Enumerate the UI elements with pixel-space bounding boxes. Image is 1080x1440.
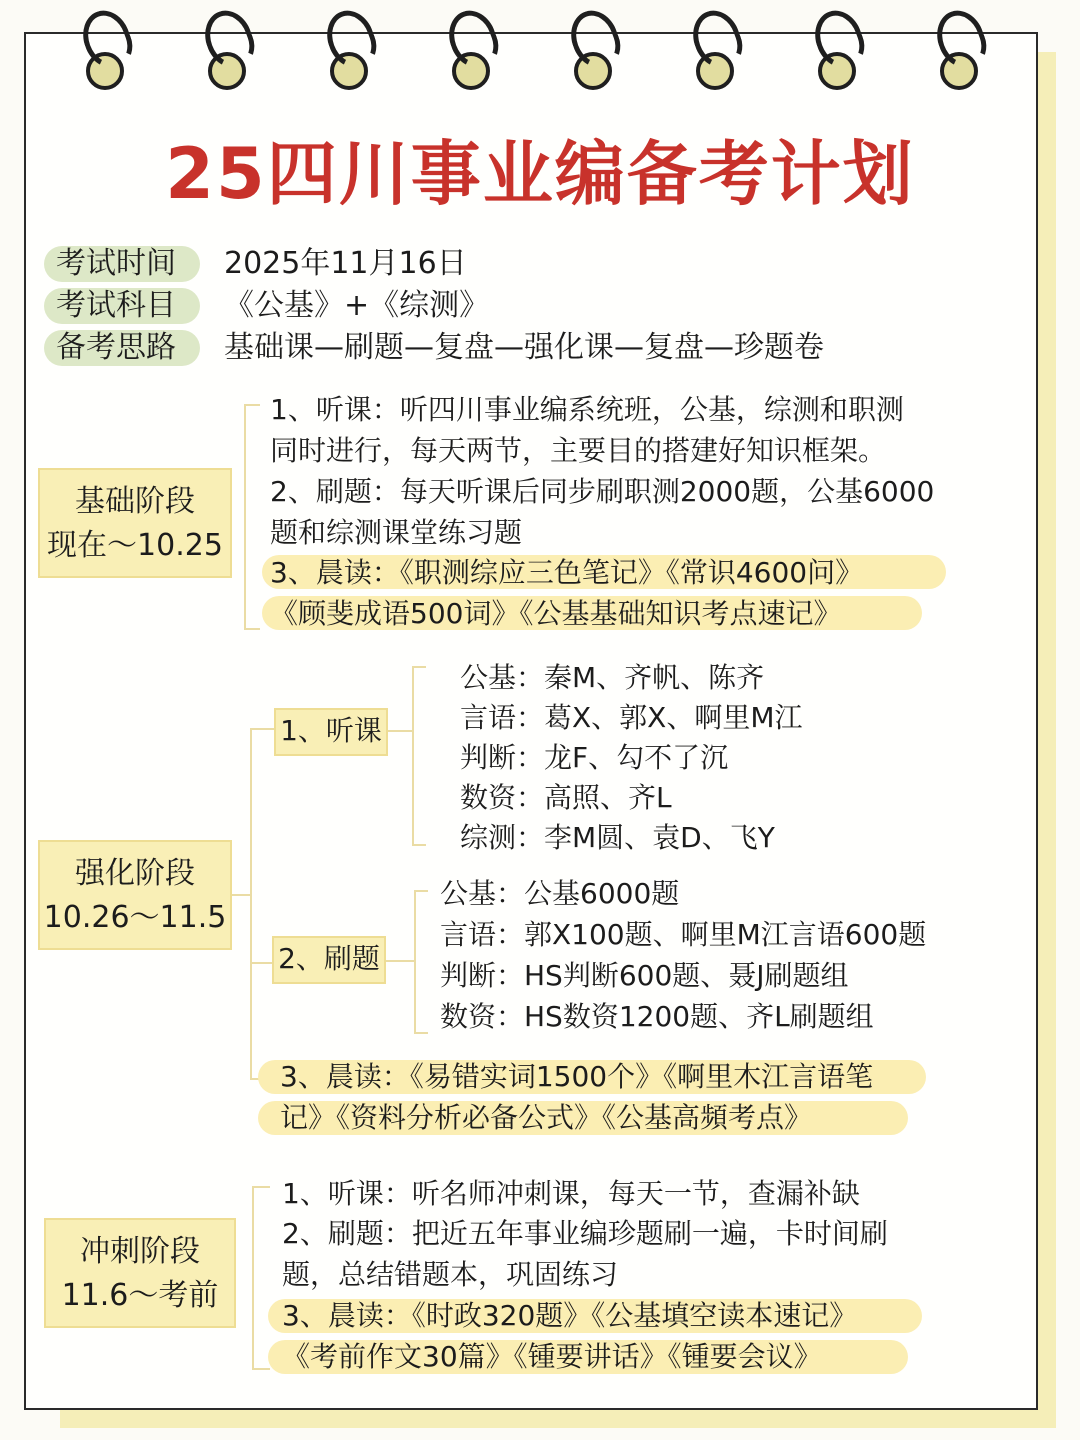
stage-basic-line: 2、刷题：每天听课后同步刷职测2000题，公基6000 [270, 475, 935, 508]
stage-intensive-reading: 3、晨读：《易错实词1500个》《啊里木江言语笔 [280, 1060, 874, 1093]
listen-item: 公基：秦M、齐帆、陈齐 [460, 661, 765, 694]
connector [388, 730, 414, 732]
listen-bracket [412, 666, 426, 846]
spiral-ring [928, 6, 978, 96]
stage-intensive-period: 10.26～11.5 [43, 900, 227, 935]
stage-basic-bracket [244, 404, 260, 630]
prep-approach-value: 基础课—刷题—复盘—强化课—复盘—珍题卷 [224, 330, 824, 365]
connector [386, 960, 416, 962]
stage-sprint-line: 题，总结错题本，巩固练习 [282, 1258, 619, 1291]
listen-label: 1、听课 [274, 708, 388, 756]
stage-intensive-bracket [250, 728, 274, 1080]
stage-sprint-name: 冲刺阶段 [80, 1234, 200, 1269]
stage-basic [38, 468, 232, 578]
exam-subject-label: 考试科目 [44, 288, 200, 324]
spiral-ring [440, 6, 490, 96]
stage-intensive [38, 840, 232, 950]
prep-approach-label: 备考思路 [44, 330, 200, 366]
stage-basic-line: 同时进行，每天两节，主要目的搭建好知识框架。 [270, 434, 887, 467]
stage-intensive-name: 强化阶段 [75, 856, 195, 891]
exam-time-value: 2025年11月16日 [224, 246, 467, 281]
stage-basic-line: 3、晨读：《职测综应三色笔记》《常识4600问》 [270, 556, 864, 589]
spiral-ring [562, 6, 612, 96]
spiral-ring [684, 6, 734, 96]
practice-label: 2、刷题 [272, 936, 386, 984]
exam-time-label: 考试时间 [44, 246, 200, 282]
listen-item: 数资：高照、齐L [460, 781, 672, 814]
connector [250, 962, 272, 964]
practice-item: 公基：公基6000题 [440, 877, 680, 910]
practice-item: 言语：郭X100题、啊里M江言语600题 [440, 918, 927, 951]
listen-item: 判断：龙F、勾不了沉 [460, 741, 729, 774]
stage-sprint-bracket [252, 1186, 270, 1370]
stage-basic-line: 《顾斐成语500词》《公基基础知识考点速记》 [270, 597, 842, 630]
exam-subject-value: 《公基》+《综测》 [224, 288, 490, 323]
spiral-ring [196, 6, 246, 96]
stage-sprint-line: 《考前作文30篇》《锺要讲话》《锺要会议》 [282, 1340, 822, 1373]
practice-item: 判断：HS判断600题、聂J刷题组 [440, 959, 849, 992]
spiral-ring [74, 6, 124, 96]
stage-basic-line: 1、听课：听四川事业编系统班，公基，综测和职测 [270, 393, 904, 426]
stage-basic-name: 基础阶段 [75, 484, 195, 519]
spiral-ring [318, 6, 368, 96]
stage-sprint-period: 11.6～考前 [61, 1278, 219, 1313]
stage-sprint-line: 3、晨读：《时政320题》《公基填空读本速记》 [282, 1299, 858, 1332]
practice-bracket [414, 890, 428, 1034]
listen-item: 综测：李M圆、袁D、飞Y [460, 821, 775, 854]
stage-sprint-line: 1、听课：听名师冲刺课，每天一节，查漏补缺 [282, 1177, 860, 1210]
stage-sprint-line: 2、刷题：把近五年事业编珍题刷一遍，卡时间刷 [282, 1217, 888, 1250]
stage-sprint [44, 1218, 236, 1328]
spiral-ring [806, 6, 856, 96]
stage-intensive-reading: 记》《资料分析必备公式》《公基高頻考点》 [280, 1101, 813, 1134]
connector [232, 894, 252, 896]
practice-item: 数资：HS数资1200题、齐L刷题组 [440, 1000, 874, 1033]
page-title: 25四川事业编备考计划 [165, 133, 915, 215]
stage-basic-line: 题和综测课堂练习题 [270, 516, 523, 549]
stage-basic-period: 现在～10.25 [47, 528, 223, 563]
listen-item: 言语：葛X、郭X、啊里M江 [460, 701, 803, 734]
